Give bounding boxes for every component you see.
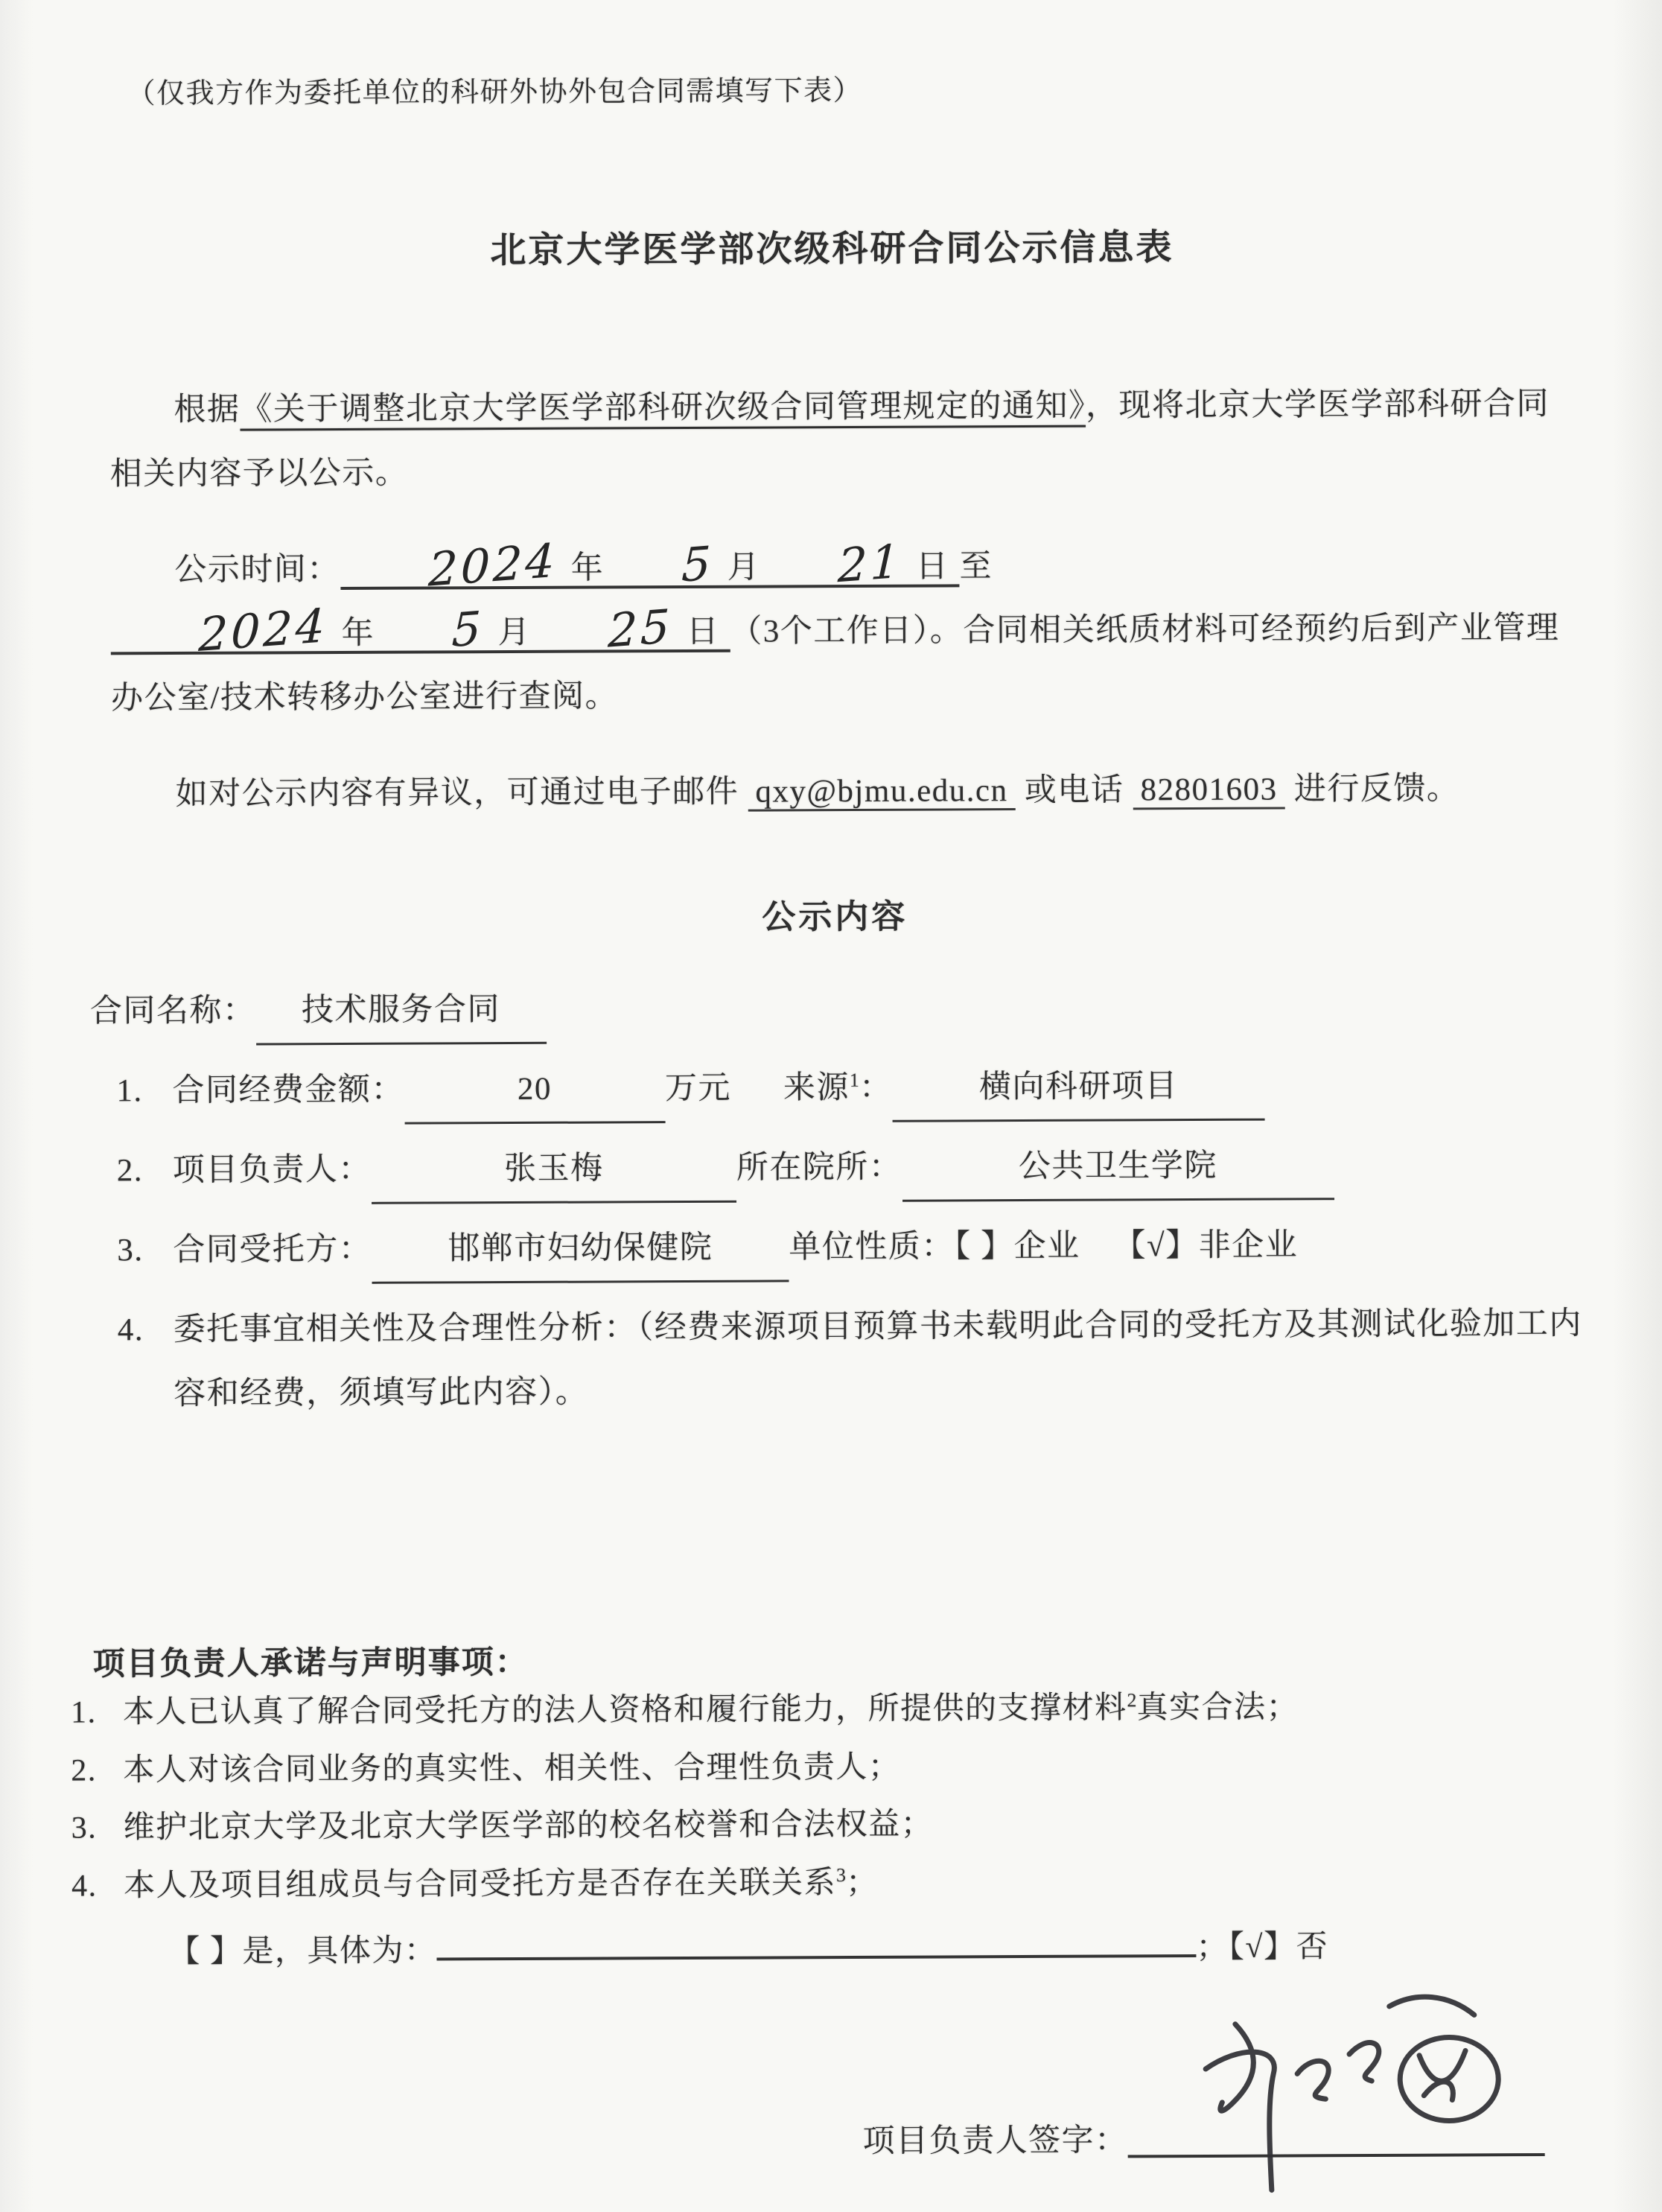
item-relevance-analysis (118, 1292, 1583, 1427)
relation-answer-line (168, 1913, 1585, 1982)
feedback-prefix: 如对公示内容有异议，可通过电子邮件 (176, 775, 748, 812)
item-body (123, 1679, 1299, 1742)
end-day-unit: 日 (687, 614, 720, 649)
checkbox-non-enterprise: 【√】非企业 (1113, 1227, 1298, 1263)
intro-suffix: ，现将北京大学医学部科研合同相关内容予以公示。 (110, 387, 1550, 492)
leader-label: 项目负责人： (173, 1152, 372, 1188)
source-colon: ： (859, 1070, 893, 1105)
item-number: 4. (71, 1857, 124, 1916)
end-year-handwritten: 2024 (134, 603, 328, 664)
item-number: 3. (71, 1800, 124, 1858)
document-title: 北京大学医学部次级科研合同公示信息表 (86, 217, 1577, 275)
end-date-fill (111, 614, 730, 655)
trustee-value: 邯郸市妇幼保健院 (372, 1215, 789, 1283)
item-number: 2. (71, 1742, 123, 1800)
declaration-item (71, 1678, 1584, 1743)
institute-label: 所在院所： (736, 1150, 902, 1186)
checkbox-enterprise: 【 】企业 (955, 1229, 1080, 1265)
item-body: 委托事宜相关性及合理性分析：（经费来源项目预算书未载明此合同的受托方及其测试化验加工内容和经费，须填写此内容）。 (173, 1292, 1583, 1426)
item-number: 1. (71, 1684, 123, 1742)
amount-label: 合同经费金额： (172, 1072, 404, 1108)
item-body (123, 1738, 900, 1799)
section-heading: 公示内容 (89, 886, 1580, 941)
publicity-time-paragraph (110, 533, 1579, 731)
item-text: 本人已认真了解合同受托方的法人资格和履行能力，所提供的支撑材料 (123, 1691, 1127, 1729)
item-suffix: 真实合法； (1136, 1690, 1299, 1725)
start-day-unit: 日 (916, 549, 949, 584)
contract-name-line (90, 973, 1581, 1046)
item-number: 3. (117, 1218, 173, 1283)
item-body (173, 1133, 1582, 1205)
declaration-items (93, 1678, 1585, 1916)
item-contract-amount (116, 1053, 1581, 1126)
contract-name-value: 技术服务合同 (255, 978, 546, 1046)
item-body (124, 1796, 934, 1857)
top-note: （仅我方作为委托单位的科研外协外包合同需填写下表） (127, 64, 1576, 111)
feedback-email: qxy@bjmu.edu.cn (748, 773, 1015, 812)
item-text: 本人及项目组成员与合同受托方是否存在关联关系 (124, 1866, 836, 1903)
checkbox-no: 【√】否 (1229, 1930, 1328, 1965)
source-superscript: 1 (850, 1070, 859, 1091)
item-suffix: ； (846, 1866, 879, 1900)
item-text: 维护北京大学及北京大学医学部的校名校誉和合法权益； (124, 1808, 934, 1846)
feedback-suffix: 进行反馈。 (1284, 771, 1459, 807)
start-day-handwritten: 21 (773, 538, 902, 594)
signature-handwriting (1179, 1982, 1530, 2207)
declaration-item (71, 1793, 1585, 1858)
start-year-unit: 年 (571, 550, 605, 585)
notice-reference: 《关于调整北京大学医学部科研次级合同管理规定的通知》 (240, 389, 1086, 428)
leader-value: 张玉梅 (372, 1137, 736, 1204)
relation-detail-blank (436, 1916, 1196, 1960)
item-number: 2. (117, 1139, 173, 1203)
intro-prefix: 根据 (173, 392, 240, 428)
item-contract-trustee (117, 1213, 1582, 1285)
item-project-leader (117, 1133, 1582, 1206)
end-month-unit: 月 (497, 615, 531, 650)
item-body (172, 1053, 1581, 1125)
end-day-handwritten: 25 (544, 603, 673, 659)
declaration-heading: 项目负责人承诺与声明事项： (93, 1633, 1584, 1685)
relation-separator: ； (1196, 1930, 1229, 1965)
date-range-to: 至 (959, 549, 993, 584)
trustee-label: 合同受托方： (173, 1232, 372, 1268)
institute-value: 公共卫生学院 (902, 1134, 1334, 1202)
declaration-item (71, 1735, 1584, 1800)
feedback-mid: 或电话 (1015, 772, 1133, 808)
signature-label: 项目负责人签字： (862, 2108, 1127, 2174)
unit-nature-label: 单位性质： (789, 1229, 955, 1265)
signature-row (95, 2107, 1544, 2177)
item-text: 本人对该合同业务的真实性、相关性、合理性负责人； (123, 1749, 900, 1787)
declaration-item (71, 1852, 1585, 1916)
start-year-handwritten: 2024 (363, 538, 558, 599)
publicity-items (90, 1053, 1582, 1427)
start-date-fill (340, 549, 960, 590)
start-month-unit: 月 (727, 550, 760, 585)
end-month-handwritten: 5 (387, 605, 485, 658)
publicity-time-label: 公示时间： (174, 552, 340, 588)
amount-value: 20 (404, 1057, 665, 1125)
source-label: 来源 (783, 1070, 850, 1105)
intro-paragraph (109, 372, 1579, 507)
checkbox-yes: 【 】是，具体为： (168, 1933, 436, 1969)
item-body (173, 1213, 1582, 1285)
feedback-phone: 82801603 (1133, 772, 1284, 810)
amount-unit: 万元 (665, 1071, 731, 1106)
source-value: 横向科研项目 (892, 1055, 1264, 1122)
publicity-time-suffix: （3个工作日）。合同相关纸质材料可经预约后到产业管理办公室/技术转移办公室进行查阅。 (111, 611, 1559, 716)
signature-blank-line (1127, 2107, 1544, 2158)
item-number: 4. (118, 1298, 173, 1362)
feedback-paragraph (111, 757, 1579, 827)
contract-name-label: 合同名称： (90, 994, 256, 1029)
item-number: 1. (116, 1059, 172, 1123)
item-superscript: 2 (1127, 1689, 1136, 1711)
item-superscript: 3 (836, 1864, 846, 1886)
start-month-handwritten: 5 (617, 540, 714, 594)
item-body (124, 1855, 879, 1916)
end-year-unit: 年 (341, 616, 375, 651)
